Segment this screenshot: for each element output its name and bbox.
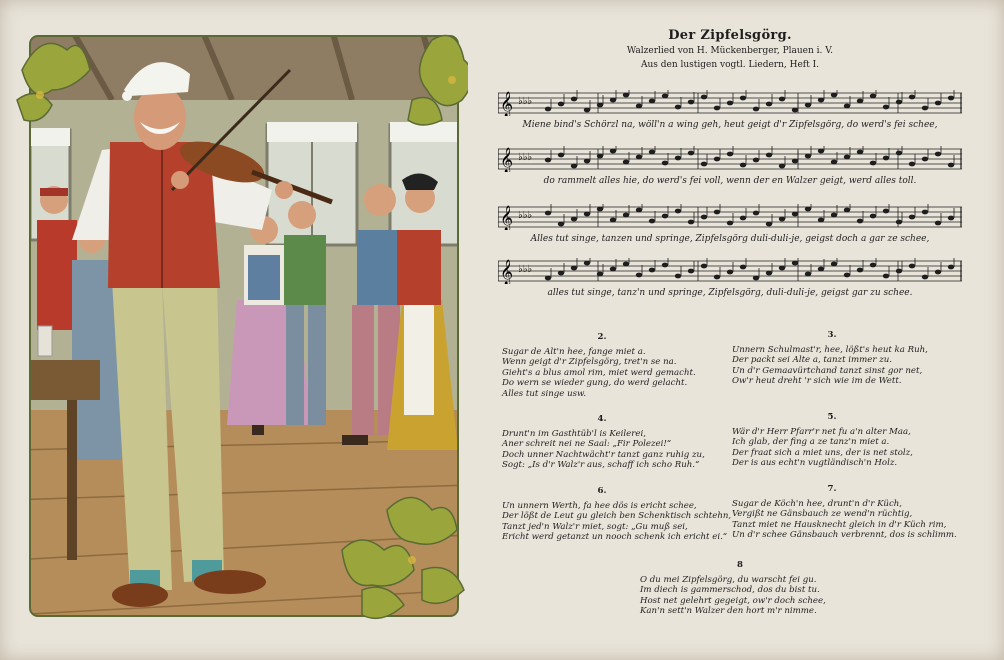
verse-line: Alles tut singe usw. [502,388,587,399]
music-note-icon [649,99,655,104]
music-note-icon [831,213,837,218]
verse-line: Sugar de Köch'n hee, drunt'n d'r Küch, [732,498,903,509]
music-note-icon [675,156,681,161]
music-note-icon [792,159,798,164]
verse-line: Der fraat sich a miet uns, der is net stolz, [732,447,913,458]
treble-clef-icon: 𝄞 [500,148,514,172]
verse-line: Vergißt ne Gänsbauch ze wend'n rüchtig, [732,509,913,520]
music-note-icon [545,276,551,281]
music-note-icon [935,152,941,157]
music-note-icon [701,95,707,100]
music-note-icon [740,163,746,168]
music-note-icon [545,107,551,112]
music-note-icon [935,270,941,275]
verse-line: Wär d'r Herr Pfarr'r net fu a'n alter Maa, [732,426,911,437]
verse-number: 8 [737,560,743,570]
key-signature-icon: ♭♭♭ [518,264,533,275]
music-note-icon [909,264,915,269]
verse-number: 4. [597,414,607,424]
music-note-icon [610,149,616,154]
music-note-icon [662,263,668,268]
music-note-icon [623,213,629,218]
music-note-icon [636,104,642,109]
music-note-icon [714,275,720,280]
music-note-icon [558,222,564,227]
music-note-icon [662,94,668,99]
music-note-icon [909,215,915,220]
music-note-icon [740,96,746,101]
music-note-icon [727,270,733,275]
music-note-icon [753,158,759,163]
music-note-icon [896,151,902,156]
music-note-icon [870,94,876,99]
verse-line: Wenn geigt d'r Zipfelsgörg, tret'n se na. [502,357,677,368]
music-note-icon [883,105,889,110]
music-note-icon [688,151,694,156]
music-note-icon [753,276,759,281]
music-note-icon [753,211,759,216]
music-note-icon [818,218,824,223]
music-note-icon [818,267,824,272]
music-note-icon [649,268,655,273]
verse-3 [732,330,968,387]
music-note-icon [857,268,863,273]
staff-lines [498,204,962,230]
music-note-icon [688,100,694,105]
music-note-icon [688,269,694,274]
verse-number: 2. [597,332,607,342]
music-note-icon [584,159,590,164]
music-note-icon [818,149,824,154]
music-note-icon [688,220,694,225]
song-title: Der Zipfelsgörg. [668,28,792,43]
music-note-icon [675,105,681,110]
music-note-icon [584,212,590,217]
music-note-icon [909,95,915,100]
staff-lyric-4: alles tut singe, tanz'n und springe, Zipfelsgörg, duli-duli-je, geigst gar zu schee. [547,288,913,298]
verse-8 [640,560,876,617]
verse-number: 6. [597,486,607,496]
music-note-icon [922,275,928,280]
music-note-icon [922,106,928,111]
music-note-icon [649,219,655,224]
verse-line: Doch unner Nachtwächt'r tanzt ganz ruhig zu, [502,449,705,460]
music-note-icon [844,104,850,109]
music-note-icon [857,99,863,104]
music-note-icon [896,100,902,105]
staff-lines [498,90,962,116]
music-note-icon [571,217,577,222]
song-sheet [490,24,970,644]
music-note-icon [636,273,642,278]
key-signature-icon: ♭♭♭ [518,152,533,163]
verse-line: Do wern se wieder gung, do werd gelacht. [502,378,688,389]
treble-clef-icon: 𝄞 [500,260,514,284]
music-note-icon [779,97,785,102]
verse-6 [502,486,738,543]
music-note-icon [896,220,902,225]
verse-line: Tanzt jed'n Walz'r miet, sogt: „Gu muß sei, [502,521,688,532]
verse-line: Sugar de Alt'n hee, fange miet a. [502,346,646,357]
verse-line: Der lößt de Leut gu gleich ben Schenktisch schtehn, [502,511,732,522]
music-note-icon [857,219,863,224]
music-note-icon [701,264,707,269]
music-note-icon [545,158,551,163]
music-note-icon [727,221,733,226]
verse-line: Ow'r heut dreht 'r sich wie im de Wett. [732,376,902,387]
music-note-icon [883,274,889,279]
music-note-icon [727,152,733,157]
verse-line: Drunt'n im Gasthtüb'l is Keilerei, [502,428,646,439]
music-note-icon [662,214,668,219]
music-note-icon [844,155,850,160]
music-note-icon [584,108,590,113]
music-note-icon [584,261,590,266]
music-note-icon [558,271,564,276]
music-note-icon [935,101,941,106]
verse-line: Un unnern Werth, fa hee dös is ericht schee, [502,500,697,511]
music-note-icon [701,162,707,167]
music-note-icon [623,93,629,98]
music-note-icon [831,93,837,98]
verse-line: Ericht werd getanzt un nooch schenk ich ericht ei.“ [502,532,728,543]
music-note-icon [766,222,772,227]
treble-clef-icon: 𝄞 [500,92,514,116]
verse-4 [502,414,738,471]
music-note-icon [753,107,759,112]
music-note-icon [571,266,577,271]
verse-7 [732,484,968,541]
music-note-icon [779,217,785,222]
music-note-icon [623,160,629,165]
music-note-icon [922,157,928,162]
verse-line: O du mei Zipfelsgörg, du warscht fei gu. [640,574,817,585]
verse-5 [732,412,968,469]
music-note-icon [714,210,720,215]
music-note-icon [870,214,876,219]
music-note-icon [922,210,928,215]
verse-line: Tanzt miet ne Hausknecht gleich in d'r Küch rim, [732,519,947,530]
music-note-icon [571,164,577,169]
music-note-icon [779,164,785,169]
music-note-icon [649,150,655,155]
music-note-icon [935,221,941,226]
music-note-icon [948,163,954,168]
music-note-icon [610,98,616,103]
music-note-icon [662,161,668,166]
music-note-icon [870,161,876,166]
music-note-icon [948,265,954,270]
music-note-icon [818,98,824,103]
verse-line: Host net gelehrt gegeigt, ow'r doch schee, [640,595,826,606]
music-note-icon [831,262,837,267]
music-note-icon [896,269,902,274]
verse-line: Im diech is gammerschod, dos du bist tu. [640,585,820,596]
music-note-icon [831,160,837,165]
music-note-icon [805,103,811,108]
music-note-icon [909,162,915,167]
music-note-icon [714,157,720,162]
music-note-icon [805,272,811,277]
music-note-icon [883,209,889,214]
music-note-icon [805,207,811,212]
music-note-icon [805,154,811,159]
verse-line: Gieht's a blus amol rim, miet werd gemacht. [502,367,696,378]
verse-line: Sogt: „Is d'r Walz'r aus, schaff ich scho Ruh.“ [502,460,700,471]
music-note-icon [558,153,564,158]
music-note-icon [870,263,876,268]
music-note-icon [740,216,746,221]
fiddler-illustration [12,30,468,622]
music-note-icon [636,155,642,160]
music-note-icon [545,211,551,216]
song-subtitle-source: Aus den lustigen vogtl. Liedern, Heft I. [640,60,820,70]
verse-line: Aner schreit nei ne Saal: „Fir Polezei!“ [502,439,672,450]
staff-lines [498,258,962,284]
music-note-icon [857,150,863,155]
music-note-icon [948,96,954,101]
music-note-icon [701,215,707,220]
music-note-icon [766,271,772,276]
music-note-icon [571,97,577,102]
music-note-icon [675,274,681,279]
music-note-icon [727,101,733,106]
song-subtitle-composer: Walzerlied von H. Mückenberger, Plauen i. V. [626,46,834,56]
music-note-icon [623,262,629,267]
staff-lyric-2: do rammelt alles hie, do werd's fei voll, wenn der en Walzer geigt, werd alles toll. [543,176,917,186]
music-note-icon [844,273,850,278]
verse-line: Kan'n sett'n Walzer den hort m'r nimme. [640,606,817,617]
music-note-icon [558,102,564,107]
verse-line: Der packt sei Alte a, tanzt immer zu. [732,355,893,366]
music-note-icon [792,108,798,113]
music-note-icon [792,261,798,266]
verse-number: 3. [827,330,837,340]
verse-line: Un d'r schee Gänsbauch verbrennt, dos is schlimm. [732,530,957,541]
music-note-icon [766,153,772,158]
staff-lyric-1: Miene bind's Schörzl na, wöll'n a wing geh, heut geigt d'r Zipfelsgörg, do werd's fei schee, [522,120,938,130]
verse-2 [502,332,738,400]
music-note-icon [883,156,889,161]
verse-line: Un d'r Gemaavürtchand tanzt sinst gor net, [732,365,923,376]
verse-line: Der is aus echt'n vugtländisch'n Holz. [732,458,898,469]
music-note-icon [610,218,616,223]
music-note-icon [779,266,785,271]
verse-number: 5. [827,412,837,422]
music-note-icon [610,267,616,272]
verse-number: 7. [827,484,837,494]
key-signature-icon: ♭♭♭ [518,96,533,107]
music-note-icon [740,265,746,270]
staff-lyric-3: Alles tut singe, tanzen und springe, Zipfelsgörg duli-duli-je, geigst doch a gar ze schee, [530,234,930,244]
music-note-icon [675,209,681,214]
music-note-icon [792,212,798,217]
music-note-icon [766,102,772,107]
staff-lines [498,146,962,172]
key-signature-icon: ♭♭♭ [518,210,533,221]
music-note-icon [714,106,720,111]
music-note-icon [844,208,850,213]
music-note-icon [636,208,642,213]
verse-line: Ich glab, der fing a ze tanz'n miet a. [732,437,890,448]
music-note-icon [948,216,954,221]
verse-line: Unnern Schulmast'r, hee, lößt's heut ka Ruh, [732,344,928,355]
treble-clef-icon: 𝄞 [500,206,514,230]
